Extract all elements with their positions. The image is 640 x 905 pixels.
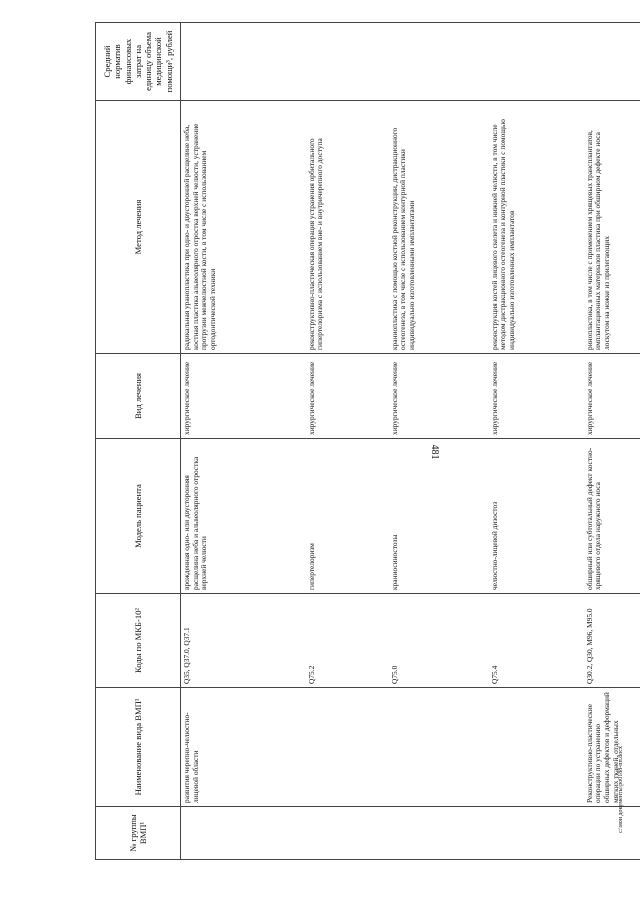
header-patient-model: Модель пациента: [96, 439, 181, 594]
header-icd-codes: Коды по МКБ-10²: [96, 594, 181, 688]
cell-patient-model: гипертелоризм: [306, 439, 389, 594]
cell-group: [489, 807, 584, 860]
cell-average-cost: [389, 23, 489, 101]
table-row: [389, 23, 489, 860]
cell-vmp-name: Реконструктивно-пластические операции по устранению обширных дефектов и деформаций мягких тканей, отдельных: [584, 688, 640, 807]
cell-treatment-type: хирургическое лечение: [584, 354, 640, 439]
table-row: [584, 23, 640, 860]
cell-icd-codes: Q75.0: [389, 594, 489, 688]
cell-patient-model: краниосиностозы: [389, 439, 489, 594]
cell-patient-model: врожденная одно- или двусторонняя расщелина неба и альвеолярного отростка верхней челюсти: [181, 439, 306, 594]
table-header-row: [96, 23, 181, 860]
cell-group: [306, 807, 389, 860]
page-number: 481: [429, 444, 440, 460]
cell-treatment-method: краниопластика с помощью костной реконструкции, дистракционного остеогенеза, в том числе с использованием контурной пластики индивидуально изготовленными имплантатами: [389, 101, 489, 354]
cell-average-cost: [489, 23, 584, 101]
cell-average-cost: [306, 23, 389, 101]
rotated-table-container: [95, 23, 620, 860]
cell-vmp-name: [306, 688, 389, 807]
cell-vmp-name: [489, 688, 584, 807]
cell-group: [584, 807, 640, 860]
cell-icd-codes: Q75.2: [306, 594, 389, 688]
cell-icd-codes: Q35, Q37.0, Q37.1: [181, 594, 306, 688]
cell-treatment-method: ринопластика, в том числе с применением хрящевых трансплантатов, имплантационных материалов пластика при обширном дефекте носа лоскутом на ножке из прилегающих: [584, 101, 640, 354]
cell-group: [389, 807, 489, 860]
cell-treatment-method: реконструкция костей лицевого скелета и нижней челюсти, в том числе методом дистракционного остеогенеза и контурной пластики с помощью индивидуально изготовленных имплантатов: [489, 101, 584, 354]
header-treatment-method: Метод лечения: [96, 101, 181, 354]
cell-vmp-name: развития черепно-челюстно-лицевой области: [181, 688, 306, 807]
cell-treatment-type: хирургическое лечение: [306, 354, 389, 439]
cell-average-cost: [181, 23, 306, 101]
cell-vmp-name: [389, 688, 489, 807]
table-row: [181, 23, 306, 860]
document-footer-path: c:\мои документы\ро0188-пп.docx: [618, 746, 624, 833]
cell-patient-model: челюстно-лицевой дизостоз: [489, 439, 584, 594]
cell-treatment-type: хирургическое лечение: [389, 354, 489, 439]
table-row: [306, 23, 389, 860]
table-row: [489, 23, 584, 860]
cell-average-cost: [584, 23, 640, 101]
cell-icd-codes: Q75.4: [489, 594, 584, 688]
cell-icd-codes: Q30.2, Q30, M96, M95.0: [584, 594, 640, 688]
cell-treatment-method: реконструктивно-пластическая операция устранения орбитального гипертелоризма с использованием вне- и внутричерепного доступа: [306, 101, 389, 354]
header-treatment-type: Вид лечения: [96, 354, 181, 439]
cell-treatment-type: хирургическое лечение: [489, 354, 584, 439]
header-group-number: № группы ВМП¹: [96, 807, 181, 860]
header-average-cost: Средний норматив финансовых затрат на единицу объема медицинской помощи³, рублей: [96, 23, 181, 101]
cell-treatment-type: хирургическое лечение: [181, 354, 306, 439]
vmp-table: [95, 22, 640, 860]
cell-patient-model: обширный или субтотальный дефект костно-хрящевого отдела наружного носа: [584, 439, 640, 594]
cell-group: [181, 807, 306, 860]
header-vmp-name: Наименование вида ВМП¹: [96, 688, 181, 807]
cell-treatment-method: радикальная уранопластика при одно- и двусторонней расщелине неба, костная пластика альвеолярного отростка верхней челюсти, устранение протрузии межчелюстной кости, в том числе с использованием ортодонтической техники: [181, 101, 306, 354]
